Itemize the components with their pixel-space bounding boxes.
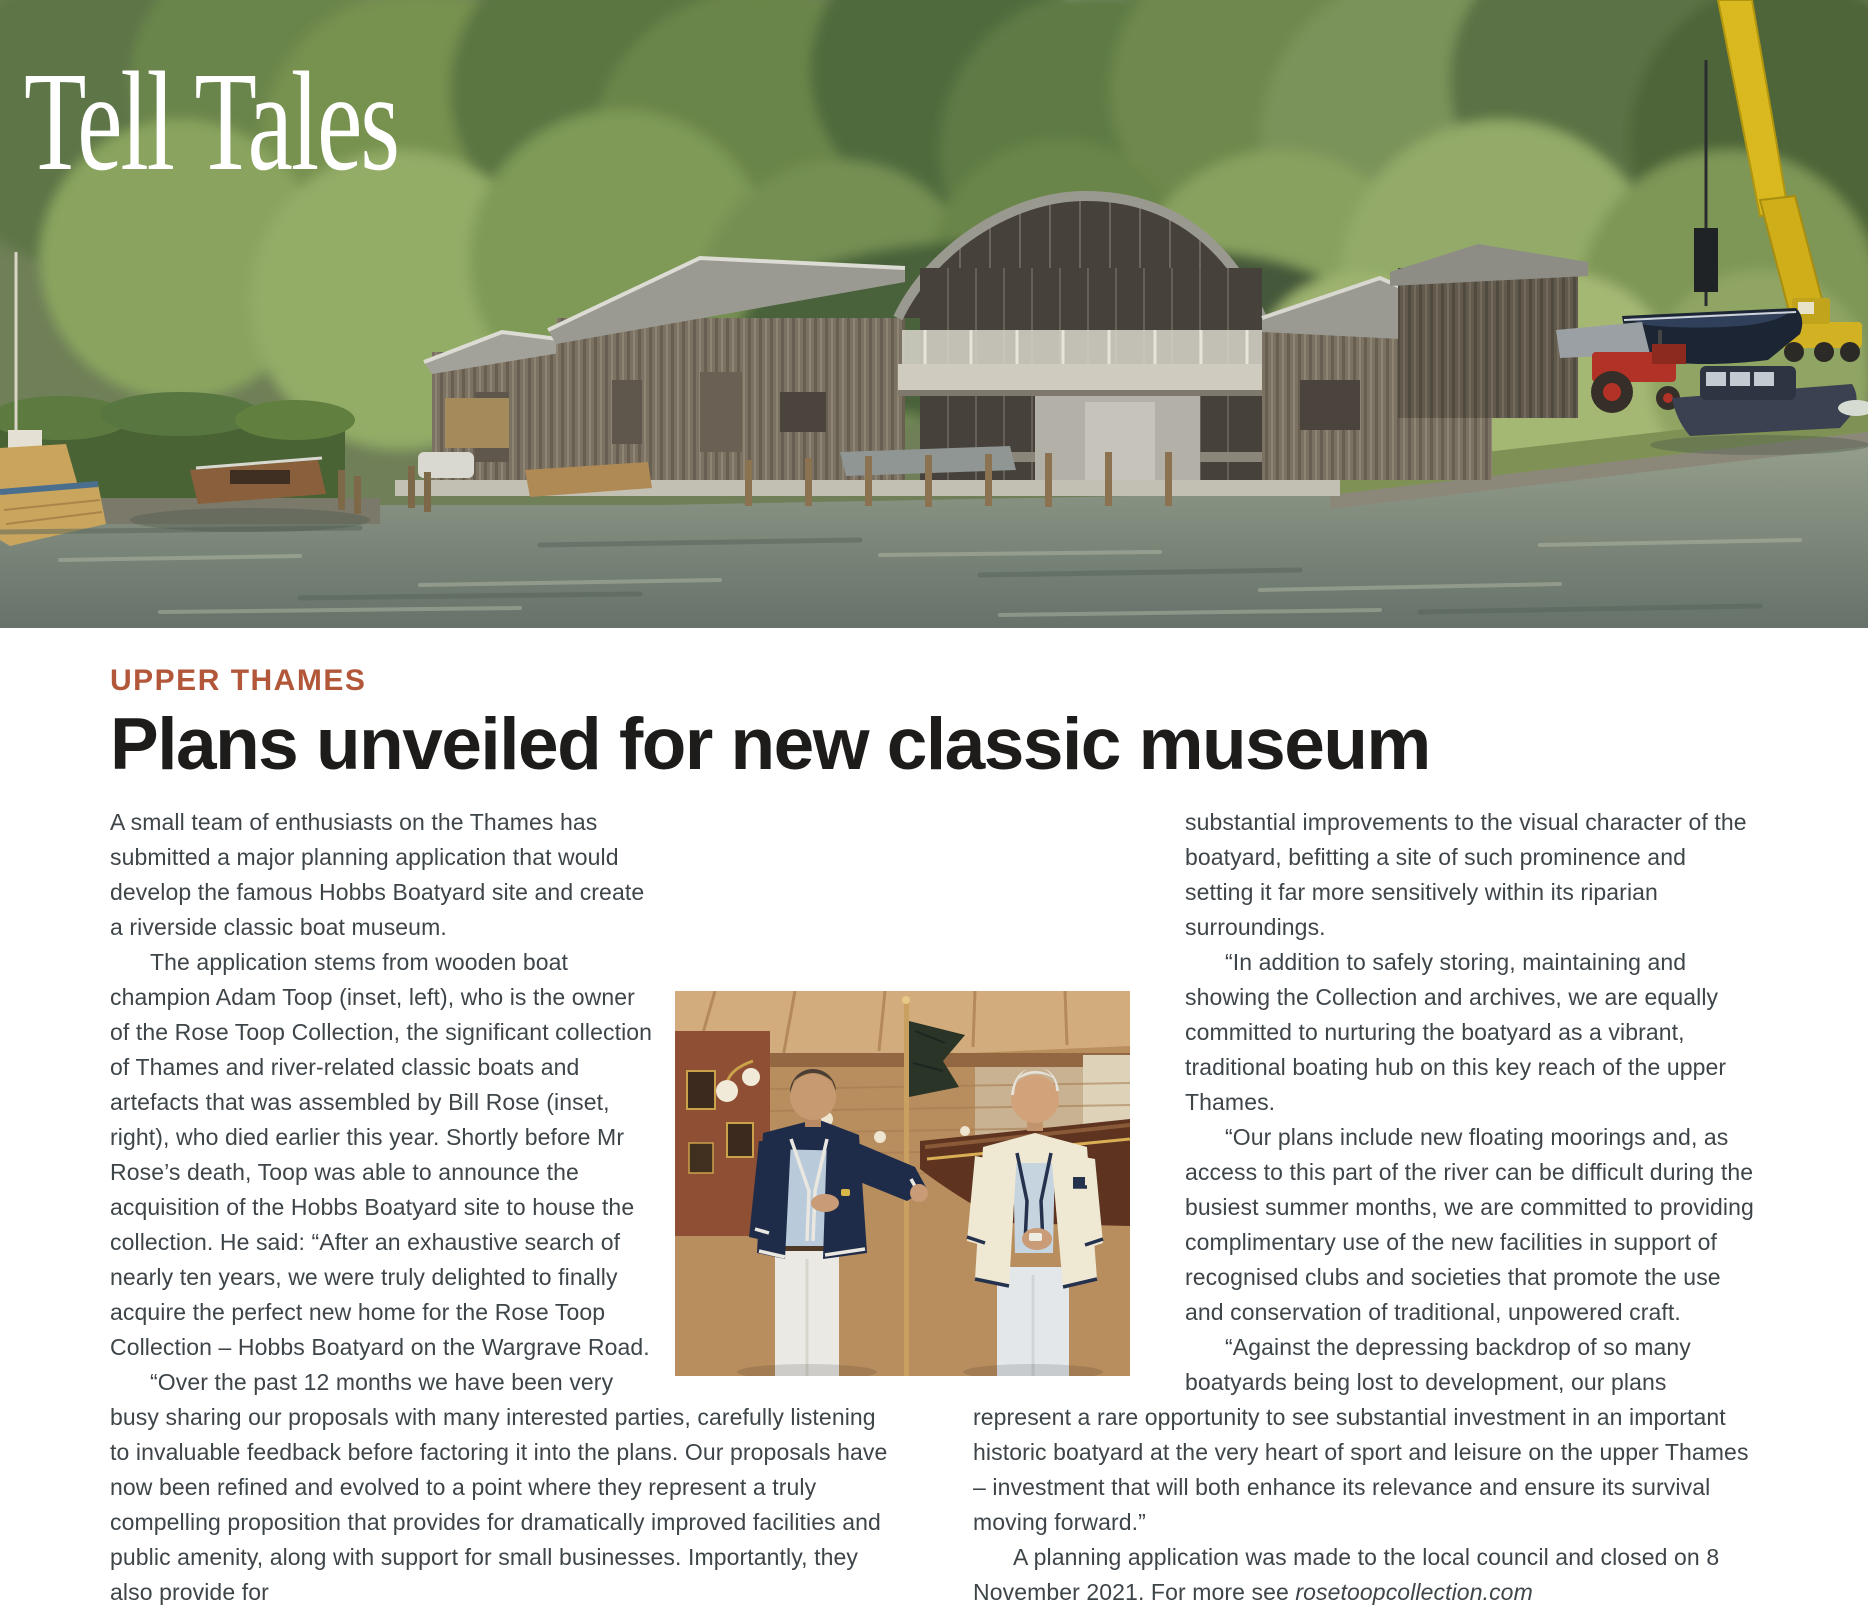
body-paragraph: “In addition to safely storing, maintaining and showing the Collection and archives, we are equally committed to nurturing the boatyard as a vibrant, traditional boating hub on this key reach of the upper Thames.: [1185, 948, 1727, 1115]
article: [0, 664, 1868, 1610]
kicker: UPPER THAMES: [110, 664, 367, 697]
hero-image: [0, 0, 1868, 628]
body-paragraph: “Over the past 12 months we have been very busy sharing our proposals with many interested parties, carefully listening to invaluable feedback before factoring it into the plans. Our proposals have now been refined and evolved to a point where they represent a truly compelling proposition that provides for dramatically improved facilities and public amenity, along with support for small businesses. Importantly, they also provide for: [110, 1368, 888, 1605]
body-paragraph: A small team of enthusiasts on the Thames has submitted a major planning application that would develop the famous Hobbs Boatyard site and create a riverside classic boat museum.: [110, 808, 645, 940]
body-paragraph: “Against the depressing backdrop of so many boatyards being lost to development, our plans represent a rare opportunity to see substantial investment in an important historic boatyard at the very heart of sport and leisure on the upper Thames – investment that will both enhance its relevance and ensure its survival moving forward.”: [973, 1333, 1749, 1535]
article-columns: [110, 805, 1758, 1610]
article-url[interactable]: rosetoopcollection.com: [1295, 1578, 1533, 1605]
body-paragraph: substantial improvements to the visual character of the boatyard, befitting a site of such prominence and setting it far more sensitively within its riparian surroundings.: [1185, 808, 1747, 940]
body-paragraph: The application stems from wooden boat champion Adam Toop (inset, left), who is the owner of the Rose Toop Collection, the significant collection of Thames and river-related classic boats and artefacts that was assembled by Bill Rose (inset, right), who died earlier this year. Shortly before Mr Rose’s death, Toop was able to announce the acquisition of the Hobbs Boatyard site to house the collection. He said: “After an exhaustive search of nearly ten years, we were truly delighted to finally acquire the perfect new home for the Rose Toop Collection – Hobbs Boatyard on the Wargrave Road.: [110, 948, 653, 1360]
inset-photo: [675, 991, 1130, 1376]
closing-text: A planning application was made to the local council and closed on 8 November 2021. For more see: [973, 1543, 1720, 1605]
body-paragraph: “Our plans include new floating moorings and, as access to this part of the river can be difficult during the busiest summer months, we are committed to providing complimentary use of the new facilities in support of recognised clubs and societies that promote the use and conservation of traditional, unpowered craft.: [1185, 1123, 1754, 1325]
masthead-title: Tell Tales: [24, 42, 398, 200]
two-men-boathouse-photo: [675, 991, 1130, 1376]
headline: Plans unveiled for new classic museum: [110, 704, 1430, 785]
body-paragraph: [973, 1540, 1758, 1610]
